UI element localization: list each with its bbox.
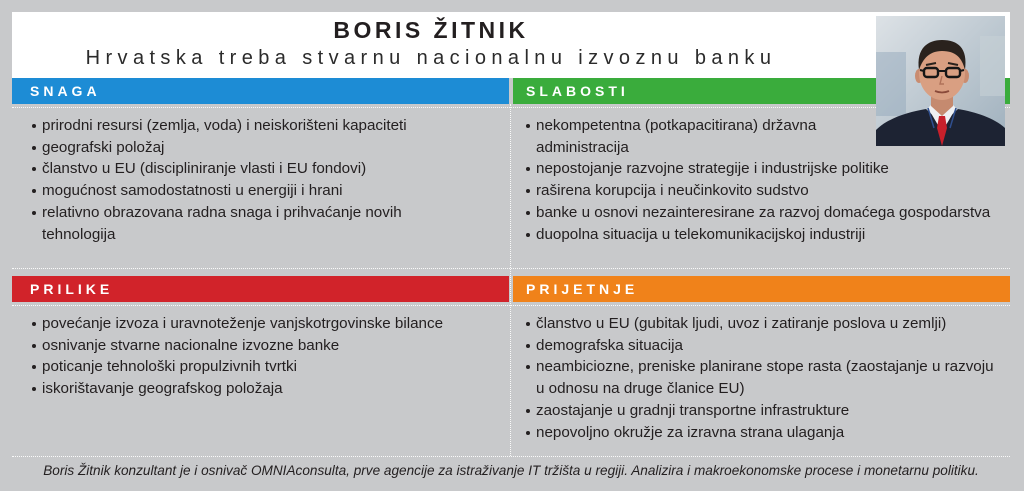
prilike-item-text: povećanje izvoza i uravnoteženje vanjskotrgovinske bilance (42, 315, 444, 332)
prilike-item-text: poticanje tehnološki propulzivnih tvrtki (42, 358, 297, 376)
prijetnje-item-text: članstvo u EU (gubitak ljudi, uvoz i zatiranje poslova u zemlji) (536, 315, 947, 332)
prijetnje-item-text: zaostajanje u gradnji transportne infrastrukture (536, 401, 850, 419)
bullet-icon (526, 167, 530, 171)
snaga-list (32, 115, 407, 245)
prijetnje-item-text: u odnosu na druge članice EU) (536, 380, 745, 398)
prilike-title: PRILIKE (30, 281, 114, 297)
snaga-item (32, 180, 407, 202)
bullet-icon (526, 211, 530, 215)
snaga-item (32, 158, 407, 180)
prijetnje-item-text: demografska situacija (536, 336, 683, 354)
snaga-item (32, 115, 407, 137)
bullet-icon (32, 211, 36, 215)
bullet-icon (526, 233, 530, 237)
snaga-item-text: članstvo u EU (discipliniranje vlasti i EU fondovi) (42, 160, 367, 178)
slabosti-item-text: banke u osnovi nezainteresirane za razvoj domaćega gospodarstva (536, 203, 991, 221)
snaga-title: SNAGA (30, 83, 101, 99)
slabosti-title: SLABOSTI (526, 83, 629, 99)
slabosti-item-text: duopolna situacija u telekomunikacijskoj industriji (536, 225, 866, 243)
bullet-icon (32, 344, 36, 348)
prilike-item (32, 335, 443, 357)
bullet-icon (526, 344, 530, 348)
snaga-header-bar (12, 78, 509, 104)
prilike-item (32, 378, 443, 400)
bullet-icon (526, 365, 530, 369)
bullet-icon (32, 146, 36, 150)
bullet-icon (32, 365, 36, 369)
slabosti-item (526, 180, 990, 202)
divider-above-footer (12, 456, 1010, 457)
portrait-photo (876, 16, 1005, 146)
slabosti-item (526, 202, 990, 224)
prijetnje-item (526, 335, 994, 357)
prilike-item (32, 356, 443, 378)
snaga-item-text: geografski položaj (42, 138, 165, 156)
prijetnje-item (526, 313, 994, 335)
bullet-icon (526, 409, 530, 413)
bullet-icon (32, 124, 36, 128)
slabosti-item (526, 224, 990, 246)
prilike-header-bar (12, 276, 509, 302)
prijetnje-item (526, 422, 994, 444)
slabosti-item (526, 158, 990, 180)
bullet-icon (526, 322, 530, 326)
prijetnje-item-text: nepovoljno okružje za izravna strana ulaganja (536, 423, 845, 441)
person-name: BORIS ŽITNIK (333, 17, 529, 43)
bullet-icon (32, 189, 36, 193)
bullet-icon (526, 189, 530, 193)
snaga-item (32, 137, 407, 159)
slabosti-item-text: nepostojanje razvojne strategije i industrijske politike (536, 160, 889, 178)
divider-under-top-bars (12, 107, 1010, 108)
title-block (12, 12, 850, 78)
slabosti-item-text: nekompetentna (potkapacitirana) državna (536, 117, 817, 134)
prilike-list (32, 313, 443, 400)
headline: Hrvatska treba stvarnu nacionalnu izvoznu banku (85, 47, 777, 69)
bullet-icon (32, 387, 36, 391)
header (12, 12, 1010, 78)
prilike-item-text: osnivanje stvarne nacionalne izvozne banke (42, 336, 340, 354)
bullet-icon (526, 124, 530, 128)
prilike-item-text: iskorištavanje geografskog položaja (42, 380, 283, 398)
bullet-icon (32, 167, 36, 171)
portrait-image (876, 16, 1005, 146)
prijetnje-item (526, 400, 994, 422)
bullet-icon (526, 431, 530, 435)
prijetnje-list (526, 313, 994, 443)
snaga-item (32, 202, 407, 245)
snaga-item-text: relativno obrazovana radna snaga i prihvaćanje novih (42, 203, 402, 221)
author-bio: Boris Žitnik konzultant je i osnivač OMNIAconsulta, prve agencije za istraživanje IT tržišta u regiji. Analizira i makroekonomske procese i monetarnu politiku. (43, 463, 979, 478)
bullet-icon (32, 322, 36, 326)
prijetnje-item-text: neambiciozne, preniske planirane stope rasta (zaostajanje u razvoju (536, 358, 994, 376)
slabosti-item-text: administracija (536, 138, 629, 156)
divider-middle (12, 268, 1010, 269)
divider-vertical (510, 104, 511, 456)
prijetnje-header-bar (513, 276, 1010, 302)
slabosti-item-text: raširena korupcija i neučinkovito sudstvo (536, 182, 809, 200)
snaga-item-text: mogućnost samodostatnosti u energiji i hrani (42, 182, 343, 200)
prijetnje-item (526, 356, 994, 399)
divider-under-bottom-bars (12, 305, 1010, 306)
snaga-item-text: prirodni resursi (zemlja, voda) i neiskorišteni kapaciteti (42, 117, 407, 134)
snaga-item-text: tehnologija (42, 225, 116, 243)
prilike-item (32, 313, 443, 335)
prijetnje-title: PRIJETNJE (526, 281, 639, 297)
